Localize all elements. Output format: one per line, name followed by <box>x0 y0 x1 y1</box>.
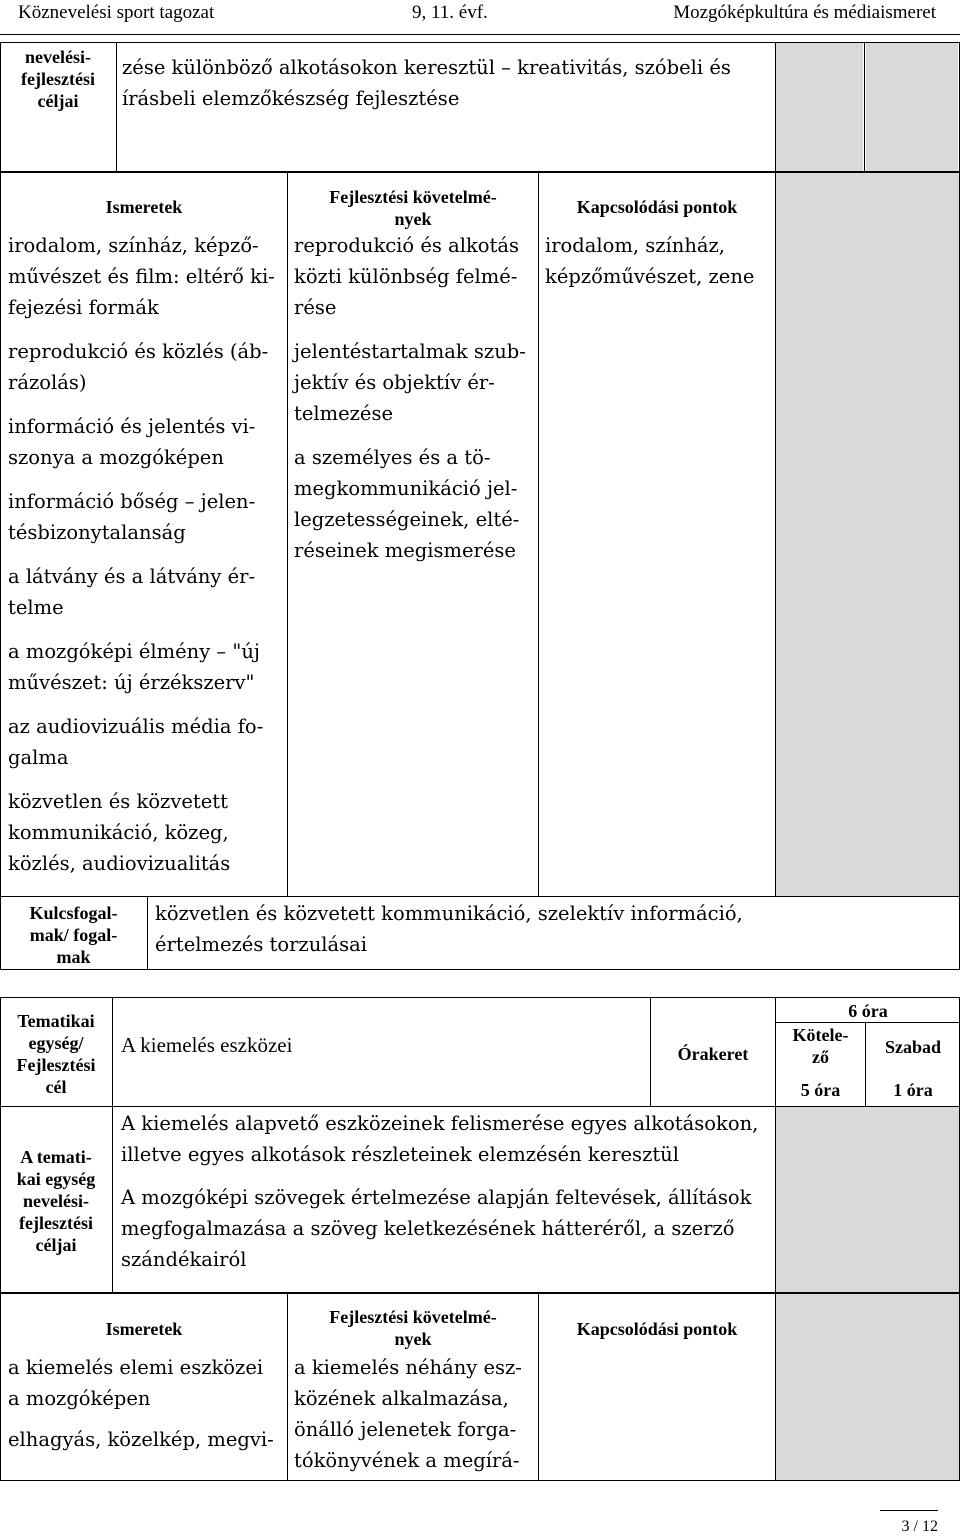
free-label: Szabad <box>884 1037 942 1057</box>
list-item: A kiemelés alapvető eszközeinek felismerése egyes alkotásokon, illetve egyes alkotások részleteinek elemzésén keresztül <box>121 1112 759 1166</box>
hours-total: 6 óra <box>848 1001 888 1021</box>
header-center: 9, 11. évf. <box>412 2 488 23</box>
list-item: reprodukció és alkotás közti különbség felmé- rése <box>294 234 519 319</box>
mandatory-label: Kötele- ző <box>792 1025 849 1067</box>
list-item: irodalom, színház, képző- művészet és film: eltérő ki- fejezési formák <box>8 234 275 319</box>
table2-col2-head: Fejlesztési követelmé- nyek <box>329 1307 497 1349</box>
list-item: a kiemelés néhány esz- közének alkalmazása, önálló jelenetek forga- tókönyvének a megírá- <box>294 1356 522 1472</box>
list-item: információ bőség – jelen- tésbizonytalanság <box>8 490 256 544</box>
unit-label: Tematikai egység/ Fejlesztési cél <box>16 1011 96 1097</box>
table1-col2-head: Fejlesztési követelmé- nyek <box>329 187 497 229</box>
unit-goals-label: A temati- kai egység nevelési- fejlesztési céljai <box>16 1147 96 1255</box>
list-item: a személyes és a tö- megkommunikáció jel- legzetességeinek, elté- réseinek megismerése <box>294 446 520 562</box>
table1-col2-list <box>294 230 534 579</box>
header-right: Mozgóképkultúra és médiaismeret <box>673 2 936 23</box>
list-item: jelentéstartalmak szub- jektív és objektív ér- telmezése <box>294 340 526 425</box>
list-item: a látvány és a látvány ér- telme <box>8 565 256 619</box>
mandatory-value: 5 óra <box>800 1080 841 1100</box>
table1-col3-head: Kapcsolódási pontok <box>576 197 738 217</box>
top-block-text: zése különböző alkotásokon keresztül – kreativitás, szóbeli és írásbeli elemzőkészség fejlesztése <box>122 56 731 110</box>
list-item: a mozgóképi élmény – "új művészet: új érzékszerv" <box>8 640 260 694</box>
list-item: elhagyás, közelkép, megvi- <box>8 1428 274 1451</box>
list-item: reprodukció és közlés (áb- rázolás) <box>8 340 269 394</box>
hours-label: Órakeret <box>677 1044 749 1064</box>
list-item: információ és jelentés vi- szonya a mozgóképen <box>8 415 256 469</box>
table2-col1-list <box>8 1352 284 1468</box>
table2-col2-list <box>294 1352 534 1489</box>
free-value: 1 óra <box>893 1080 933 1100</box>
unit-goals-list <box>121 1108 771 1288</box>
table1-col3-list <box>545 230 771 305</box>
list-item: az audiovizuális média fo- galma <box>8 715 264 769</box>
top-block-label: nevelési- fejlesztési céljai <box>21 47 95 111</box>
gray-cell <box>776 173 959 896</box>
key-concepts-label: Kulcsfogal- mak/ fogal- mak <box>29 903 118 967</box>
list-item: A mozgóképi szövegek értelmezése alapján feltevések, állítások megfogalmazása a szöveg keletkezésének hátteréről, a szerző szándékairól <box>121 1186 752 1271</box>
table1-col1-list <box>8 230 284 892</box>
page-header <box>0 0 960 35</box>
gray-cell <box>776 43 863 171</box>
gray-cell <box>866 43 958 171</box>
table1-col1-head: Ismeretek <box>105 197 183 217</box>
table2-col3-head: Kapcsolódási pontok <box>576 1319 738 1339</box>
gray-cell <box>776 1294 959 1480</box>
table2-col1-head: Ismeretek <box>105 1319 183 1339</box>
list-item: a kiemelés elemi eszközei a mozgóképen <box>8 1356 264 1410</box>
list-item: közvetlen és közvetett kommunikáció, közeg, közlés, audiovizualitás <box>8 790 231 875</box>
unit-title: A kiemelés eszközei <box>121 1033 293 1057</box>
page-number: 3 / 12 <box>901 1518 938 1535</box>
key-concepts-text: közvetlen és közvetett kommunikáció, szelektív információ, értelmezés torzulásai <box>155 902 743 956</box>
gray-cell <box>776 1107 959 1292</box>
header-left: Köznevelési sport tagozat <box>18 2 215 23</box>
list-item: irodalom, színház, képzőművészet, zene <box>545 234 755 288</box>
